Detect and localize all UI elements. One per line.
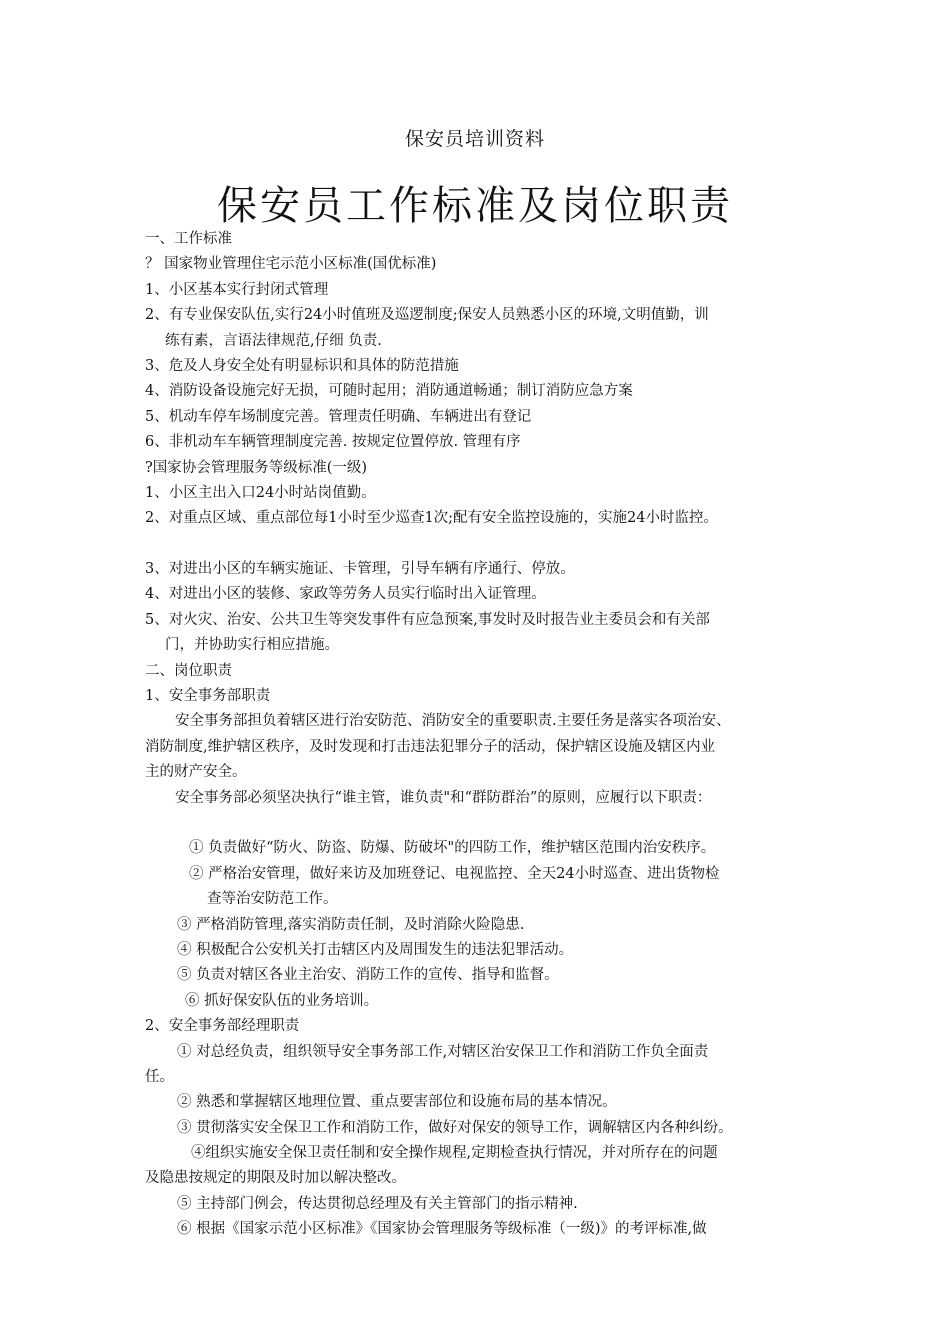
list-item: 3、危及人身安全处有明显标识和具体的防范措施 <box>145 357 459 374</box>
paragraph-line: 消防制度,维护辖区秩序，及时发现和打击违法犯罪分子的活动，保护辖区设施及辖区内业 <box>145 738 716 755</box>
standard-heading: ?国家协会管理服务等级标准(一级) <box>145 459 368 476</box>
list-item: 3、对进出小区的车辆实施证、卡管理，引导车辆有序通行、停放。 <box>145 561 575 578</box>
list-item-continuation: 练有素，言语法律规范,仔细 负责. <box>165 332 382 349</box>
duty-item: ① 负责做好“防火、防盗、防爆、防破坏"的四防工作，维护辖区范围内治安秩序。 <box>189 840 716 857</box>
duty-item: ③ 贯彻落实安全保卫工作和消防工作，做好对保安的领导工作，调解辖区内各种纠纷。 <box>177 1119 733 1136</box>
list-item-continuation: 门，并协助实行相应措施。 <box>165 637 339 654</box>
duty-item: ② 熟悉和掌握辖区地理位置、重点要害部位和设施布局的基本情况。 <box>177 1094 617 1111</box>
duty-item: ⑥ 根据《国家示范小区标准》《国家协会管理服务等级标准（一级)》的考评标准,做 <box>177 1221 707 1238</box>
list-item: 1、小区主出入口24小时站岗值勤。 <box>145 484 376 501</box>
list-item: 5、机动车停车场制度完善。管理责任明确、车辆进出有登记 <box>145 408 532 425</box>
subsection-heading: 2、安全事务部经理职责 <box>145 1018 300 1035</box>
subsection-heading: 1、安全事务部职责 <box>145 688 271 705</box>
paragraph-line: 主的财产安全。 <box>145 764 247 781</box>
blank-line <box>145 532 825 557</box>
list-item: 2、有专业保安队伍,实行24小时值班及巡逻制度;保安人员熟悉小区的环境,文明值勤，训 <box>145 307 709 324</box>
section-heading: 二、岗位职责 <box>145 662 232 679</box>
paragraph-line: 安全事务部担负着辖区进行治安防范、消防安全的重要职责.主要任务是落实各项治安、 <box>175 713 731 730</box>
list-item: 6、非机动车车辆管理制度完善. 按规定位置停放. 管理有序 <box>145 434 521 451</box>
paragraph-line: 安全事务部必须坚决执行“谁主管，谁负责"和“群防群治”的原则，应履行以下职责： <box>175 789 712 806</box>
list-item: 5、对火灾、治安、公共卫生等突发事件有应急预案,事发时及时报告业主委员会和有关部 <box>145 611 710 628</box>
duty-item: ⑥ 抓好保安队伍的业务培训。 <box>185 992 379 1009</box>
duty-item-continuation: 任。 <box>145 1068 174 1085</box>
list-item: 2、对重点区域、重点部位每1小时至少巡查1次;配有安全监控设施的，实施24小时监控。 <box>145 510 719 527</box>
standard-heading: ？ 国家物业管理住宅示范小区标准(国优标准) <box>145 256 437 273</box>
duty-item: ④ 积极配合公安机关打击辖区内及周围发生的违法犯罪活动。 <box>177 941 574 958</box>
duty-item: ⑤ 主持部门例会，传达贯彻总经理及有关主管部门的指示精神. <box>177 1195 578 1212</box>
document-header: 保安员培训资料 <box>404 128 545 150</box>
document-body <box>145 227 825 1243</box>
duty-item: ③ 严格消防管理,落实消防责任制，及时消除火险隐患. <box>177 916 525 933</box>
duty-item: ④组织实施安全保卫责任制和安全操作规程,定期检查执行情况，并对所存在的问题 <box>191 1145 718 1162</box>
document-title: 保安员工作标准及岗位职责 <box>217 183 733 229</box>
duty-item: ⑤ 负责对辖区各业主治安、消防工作的宣传、指导和监督。 <box>177 967 559 984</box>
list-item: 4、消防设备设施完好无损，可随时起用；消防通道畅通；制订消防应急方案 <box>145 383 633 400</box>
duty-item: ① 对总经负责，组织领导安全事务部工作,对辖区治安保卫工作和消防工作负全面责 <box>177 1043 709 1060</box>
list-item: 1、小区基本实行封闭式管理 <box>145 281 329 298</box>
duty-item-continuation: 及隐患按规定的期限及时加以解决整改。 <box>145 1170 406 1187</box>
section-heading: 一、工作标准 <box>145 231 232 247</box>
duty-item-continuation: 查等治安防范工作。 <box>207 891 338 908</box>
blank-line <box>145 811 825 836</box>
duty-item: ② 严格治安管理，做好来访及加班登记、电视监控、全天24小时巡查、进出货物检 <box>189 865 720 882</box>
list-item: 4、对进出小区的装修、家政等劳务人员实行临时出入证管理。 <box>145 586 546 603</box>
